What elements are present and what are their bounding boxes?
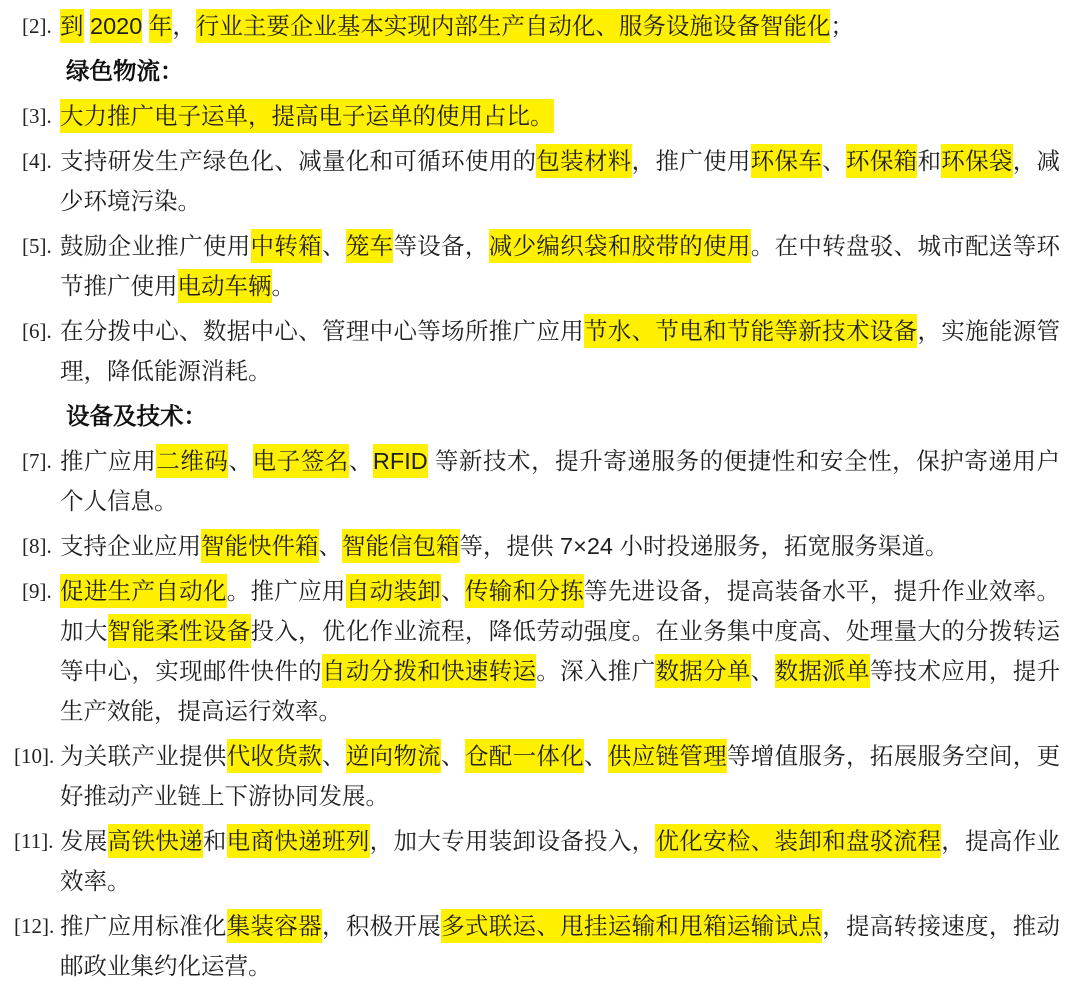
text-segment: ，提高转接速度，推动邮政业集约化运营。 xyxy=(60,913,1061,979)
highlighted-text: 逆向物流 xyxy=(346,739,441,773)
text-segment: 等先进设备，提高装备水平，提升作业效率。加大 xyxy=(60,578,1061,644)
text-segment xyxy=(142,13,149,39)
highlighted-text: 电动车辆 xyxy=(178,269,272,303)
text-segment: 、 xyxy=(441,743,465,769)
list-item xyxy=(0,736,1060,816)
text-segment: ，加大专用装卸设备投入， xyxy=(369,828,656,854)
item-text xyxy=(60,906,1060,986)
text-segment: 发展 xyxy=(60,828,108,854)
list-item xyxy=(0,821,1060,901)
list-item xyxy=(0,526,1060,566)
item-marker: [2]. xyxy=(22,14,52,38)
text-segment: ； xyxy=(830,13,854,39)
highlighted-text: 环保箱 xyxy=(846,144,917,178)
highlighted-text: 电子签名 xyxy=(253,444,349,478)
text-segment: ， xyxy=(172,13,196,39)
text-segment: 、 xyxy=(348,448,373,474)
item-marker: [8]. xyxy=(22,534,52,558)
text-segment: 。在中转盘驳、城市配送等环节推广使用 xyxy=(60,233,1061,299)
item-text xyxy=(60,6,1060,46)
text-segment: 鼓励企业推广使用 xyxy=(60,233,251,259)
text-segment: ，积极开展 xyxy=(322,913,442,939)
highlighted-text: 电商快递班列 xyxy=(227,824,370,858)
document xyxy=(0,6,1060,986)
highlighted-text: 数据派单 xyxy=(775,654,870,688)
item-marker: [6]. xyxy=(22,319,52,343)
text-segment: ，提高作业效率。 xyxy=(60,828,1061,894)
text-segment: 。推广应用 xyxy=(226,578,346,604)
item-text xyxy=(60,311,1060,391)
highlighted-text: 年 xyxy=(149,9,173,43)
text-segment: 、 xyxy=(584,743,608,769)
item-marker: [7]. xyxy=(22,449,52,473)
item-text xyxy=(60,141,1060,221)
list-item xyxy=(0,6,1060,46)
text-segment: 等设备， xyxy=(393,233,489,259)
highlighted-text: 行业主要企业基本实现内部生产自动化、服务设施设备智能化 xyxy=(196,9,831,43)
item-marker: [3]. xyxy=(22,104,52,128)
item-marker: [10]. xyxy=(14,744,55,768)
highlighted-text: RFID xyxy=(373,444,428,478)
text-segment: 、 xyxy=(228,448,253,474)
text-segment: ，实施能源管理，降低能源消耗。 xyxy=(60,318,1061,384)
list-item xyxy=(0,141,1060,221)
text-segment: 、 xyxy=(822,148,846,174)
text-segment: 和 xyxy=(202,828,227,854)
text-segment: 为关联产业提供 xyxy=(60,743,227,769)
text-segment: 、 xyxy=(322,233,346,259)
item-marker: [4]. xyxy=(22,149,52,173)
text-segment: ，推广使用 xyxy=(631,148,751,174)
highlighted-text: 数据分单 xyxy=(655,654,750,688)
text-segment: 推广应用标准化 xyxy=(60,913,227,939)
highlighted-text: 笼车 xyxy=(346,229,394,263)
highlighted-text: 环保袋 xyxy=(941,144,1012,178)
highlighted-text: 智能快件箱 xyxy=(201,529,319,563)
item-text xyxy=(60,571,1060,731)
text-segment: 等增值服务，拓展服务空间，更好推动产业链上下游协同发展。 xyxy=(60,743,1061,809)
text-segment: 投入，优化作业流程，降低劳动强度。在业务集中度高、处理量大的分拨转运等中心，实现邮件快件的 xyxy=(60,618,1061,684)
list-item xyxy=(0,571,1060,731)
list-item xyxy=(0,906,1060,986)
highlighted-text: 高铁快递 xyxy=(108,824,203,858)
text-segment: 支持企业应用 xyxy=(60,533,201,559)
text-segment: 在分拨中心、数据中心、管理中心等场所推广应用 xyxy=(60,318,584,344)
highlighted-text: 优化安检、装卸和盘驳流程 xyxy=(655,824,941,858)
highlighted-text: 仓配一体化 xyxy=(465,739,584,773)
highlighted-text: 自动分拨和快速转运 xyxy=(322,654,536,688)
item-text xyxy=(60,821,1060,901)
item-text xyxy=(60,526,1060,566)
highlighted-text: 自动装卸 xyxy=(346,574,441,608)
list-item xyxy=(0,311,1060,391)
list-item xyxy=(0,441,1060,521)
text-segment: 。 xyxy=(271,273,295,299)
highlighted-text: 包装材料 xyxy=(536,144,631,178)
highlighted-text: 智能柔性设备 xyxy=(108,614,251,648)
highlighted-text: 环保车 xyxy=(751,144,822,178)
text-segment: 、 xyxy=(750,658,775,684)
item-text xyxy=(60,441,1060,521)
text-segment: ，减少环境污染。 xyxy=(60,148,1061,214)
highlighted-text: 2020 xyxy=(90,9,142,43)
highlighted-text: 到 xyxy=(60,9,84,43)
text-segment: 等新技术，提升寄递服务的便捷性和安全性，保护寄递用户个人信息。 xyxy=(60,448,1061,514)
highlighted-text: 中转箱 xyxy=(251,229,322,263)
item-text xyxy=(60,96,1060,136)
highlighted-text: 节水、节电和节能等新技术设备 xyxy=(584,314,917,348)
highlighted-text: 多式联运、甩挂运输和甩箱运输试点 xyxy=(441,909,822,943)
text-segment: 支持研发生产绿色化、减量化和可循环使用的 xyxy=(60,148,537,174)
highlighted-text: 集装容器 xyxy=(227,909,322,943)
item-marker: [9]. xyxy=(22,579,52,603)
list-item xyxy=(0,226,1060,306)
highlighted-text: 代收货款 xyxy=(227,739,322,773)
section-heading: 绿色物流： xyxy=(66,58,184,84)
section-heading: 设备及技术： xyxy=(66,403,207,429)
list-item xyxy=(0,96,1060,136)
text-segment: 、 xyxy=(318,533,342,559)
highlighted-text: 大力推广电子运单，提高电子运单的使用占比。 xyxy=(60,99,554,133)
highlighted-text: 二维码 xyxy=(156,444,228,478)
text-segment: 、 xyxy=(441,578,465,604)
item-text xyxy=(60,736,1060,816)
text-segment: 等技术应用，提升生产效能，提高运行效率。 xyxy=(60,658,1061,724)
item-text xyxy=(60,226,1060,306)
text-segment: 和 xyxy=(917,148,942,174)
highlighted-text: 供应链管理 xyxy=(608,739,727,773)
item-marker: [11]. xyxy=(14,829,54,853)
text-segment: 等，提供 7×24 小时投递服务，拓宽服务渠道。 xyxy=(459,533,949,559)
text-segment: 推广应用 xyxy=(60,448,157,474)
item-marker: [12]. xyxy=(14,914,55,938)
text-segment: 、 xyxy=(322,743,346,769)
highlighted-text: 减少编织袋和胶带的使用 xyxy=(489,229,751,263)
item-marker: [5]. xyxy=(22,234,52,258)
highlighted-text: 智能信包箱 xyxy=(342,529,460,563)
highlighted-text: 传输和分拣 xyxy=(465,574,584,608)
highlighted-text: 促进生产自动化 xyxy=(60,574,227,608)
text-segment: 。深入推广 xyxy=(536,658,656,684)
